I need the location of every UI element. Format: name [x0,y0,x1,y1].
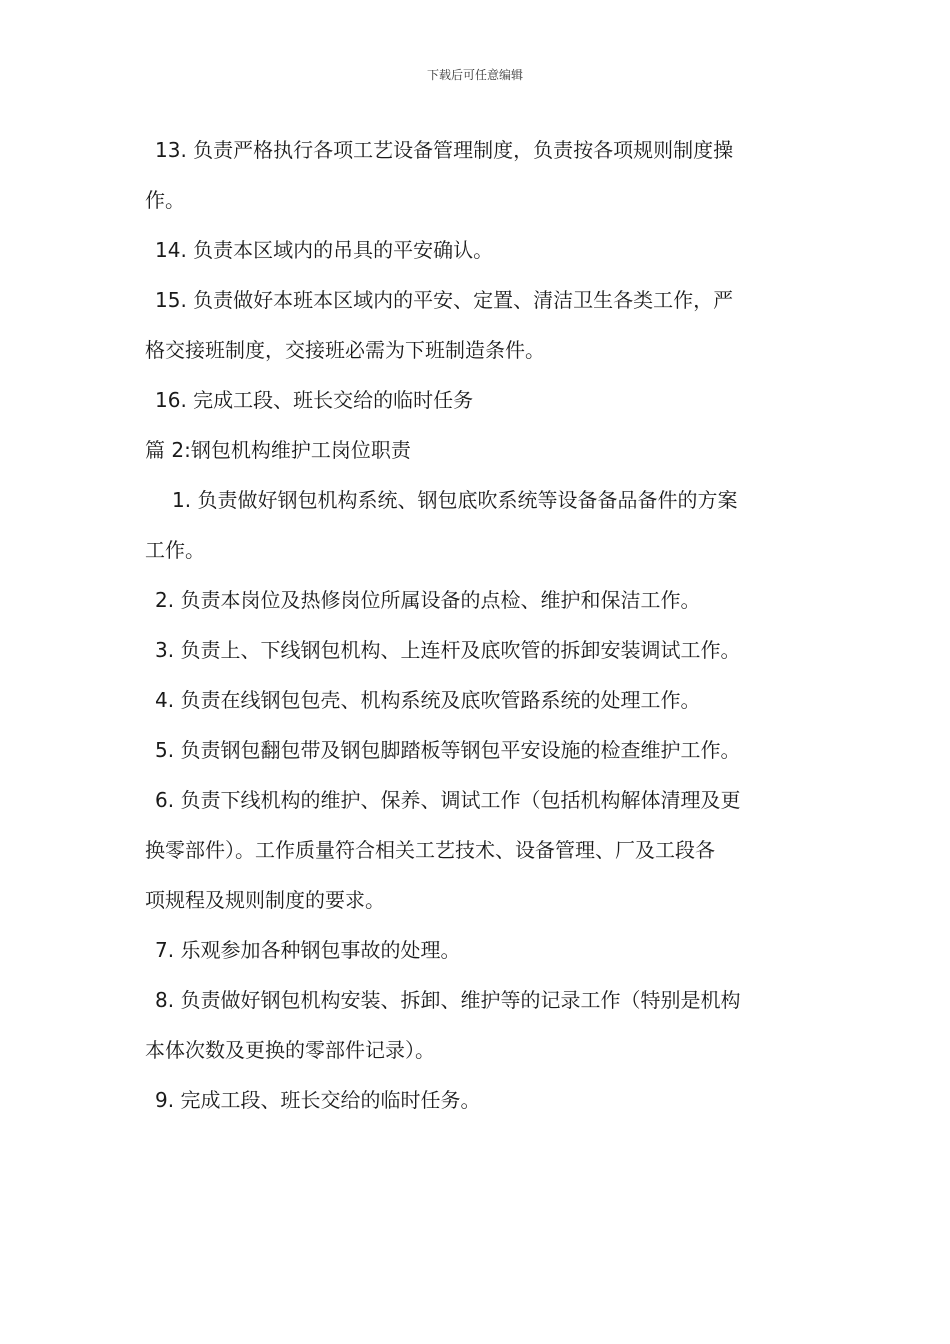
body-line: 9. 完成工段、班长交给的临时任务。 [155,1088,481,1112]
body-line: 项规程及规则制度的要求。 [145,888,385,912]
body-line: 16. 完成工段、班长交给的临时任务 [155,388,474,412]
body-line: 本体次数及更换的零部件记录）。 [145,1038,435,1062]
document-body [145,125,815,1125]
body-line: 5. 负责钢包翻包带及钢包脚踏板等钢包平安设施的检查维护工作。 [155,738,741,762]
section-heading: 篇 2:钢包机构维护工岗位职责 [145,438,411,462]
body-line: 13. 负责严格执行各项工艺设备管理制度，负责按各项规则制度操 [155,138,734,162]
body-line: 格交接班制度，交接班必需为下班制造条件。 [145,338,545,362]
body-line: 15. 负责做好本班本区域内的平安、定置、清洁卫生各类工作，严 [155,288,734,312]
body-line: 7. 乐观参加各种钢包事故的处理。 [155,938,461,962]
body-line: 3. 负责上、下线钢包机构、上连杆及底吹管的拆卸安装调试工作。 [155,638,741,662]
body-line: 1. 负责做好钢包机构系统、钢包底吹系统等设备备品备件的方案 [172,488,738,512]
body-line: 2. 负责本岗位及热修岗位所属设备的点检、维护和保洁工作。 [155,588,701,612]
body-line: 14. 负责本区域内的吊具的平安确认。 [155,238,494,262]
body-line: 8. 负责做好钢包机构安装、拆卸、维护等的记录工作（特别是机构 [155,988,741,1012]
page-header: 下载后可任意编辑 [426,68,523,82]
body-line: 工作。 [145,538,205,562]
body-line: 4. 负责在线钢包包壳、机构系统及底吹管路系统的处理工作。 [155,688,701,712]
body-line: 6. 负责下线机构的维护、保养、调试工作（包括机构解体清理及更 [155,788,741,812]
body-line: 换零部件）。工作质量符合相关工艺技术、设备管理、厂及工段各 [145,838,715,862]
body-line: 作。 [145,188,185,212]
